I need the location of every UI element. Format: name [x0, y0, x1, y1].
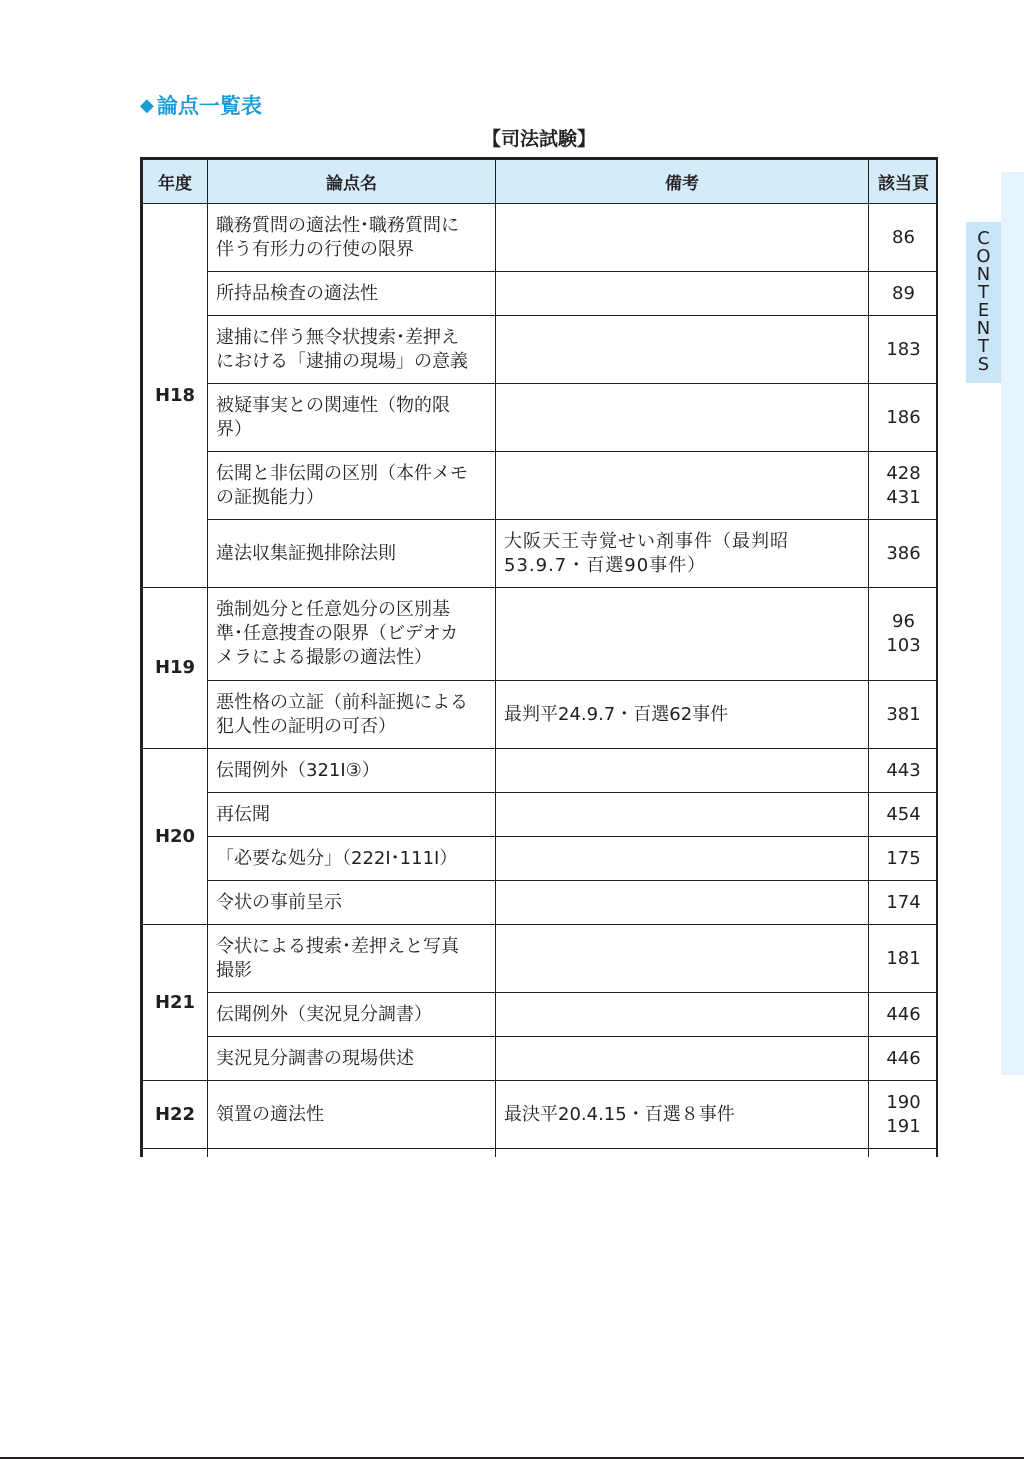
note-cell — [496, 881, 869, 925]
page-number-line: 446 — [886, 1003, 921, 1025]
side-tab-letter: T — [978, 336, 989, 357]
topic-line: 「必要な処分」（222Ⅰ･111Ⅰ） — [216, 847, 458, 869]
page-number-line: 103 — [886, 635, 921, 656]
page-cell — [869, 1081, 939, 1149]
note-line: 53.9.7・百選90事件） — [504, 554, 707, 576]
note-cell — [496, 793, 869, 837]
topic-line: 令状の事前呈示 — [216, 891, 342, 913]
topic-line: 令状による捜索･差押えと写真 — [216, 935, 459, 957]
topic-line: 伝聞と非伝聞の区別（本件メモ — [216, 462, 468, 484]
header-page: 該当頁 — [869, 160, 939, 204]
page-cell — [869, 204, 939, 272]
page-cell — [869, 272, 939, 316]
note-cell — [496, 993, 869, 1037]
table-row — [143, 204, 939, 272]
page-number-line: 381 — [886, 703, 921, 725]
topic-line: 伴う有形力の行使の限界 — [216, 238, 414, 260]
topic-cell — [208, 204, 496, 272]
topic-cell — [208, 925, 496, 993]
note-line: 最判平24.9.7・百選62事件 — [504, 703, 729, 725]
page-number-line: 454 — [886, 803, 921, 825]
page-number-line: 431 — [886, 486, 921, 508]
topic-cell — [208, 384, 496, 452]
table-row — [143, 793, 939, 837]
topic-cell — [208, 837, 496, 881]
page-number-line: 86 — [892, 226, 915, 248]
topic-line: 所持品検査の適法性 — [216, 282, 378, 304]
table-row — [143, 452, 939, 520]
note-cell — [496, 588, 869, 681]
page-number-line: 428 — [886, 462, 921, 484]
header-note: 備考 — [496, 160, 869, 204]
note-cell — [496, 1081, 869, 1149]
topic-line: 実況見分調書の現場供述 — [216, 1047, 414, 1069]
topic-cell — [208, 588, 496, 681]
year-cell: H18 — [143, 204, 208, 588]
side-tab-letter: O — [976, 246, 991, 267]
note-cell — [496, 204, 869, 272]
contents-side-tab-label — [966, 230, 1001, 374]
topic-cell — [208, 272, 496, 316]
topic-line: 再伝聞 — [216, 803, 270, 825]
topic-cell — [208, 993, 496, 1037]
topic-line: 悪性格の立証（前科証拠による — [216, 691, 468, 713]
empty-cell — [869, 1149, 939, 1158]
page-cell — [869, 452, 939, 520]
topic-line: 違法収集証拠排除法則 — [216, 542, 396, 564]
note-line: 大阪天王寺覚せい剤事件（最判昭 — [504, 530, 789, 552]
topic-cell — [208, 1037, 496, 1081]
side-tab-letter: C — [977, 228, 990, 249]
page-cell — [869, 520, 939, 588]
page-cell — [869, 1037, 939, 1081]
topic-line: の証拠能力） — [216, 486, 324, 508]
year-cell: H19 — [143, 588, 208, 749]
side-tab-letter: T — [978, 282, 989, 303]
topic-cell — [208, 520, 496, 588]
note-cell — [496, 681, 869, 749]
topic-line: における「逮捕の現場」の意義 — [216, 350, 468, 372]
table-row — [143, 272, 939, 316]
page-number-line: 386 — [886, 542, 921, 564]
section-title — [140, 90, 262, 120]
table-row-continued — [143, 1149, 939, 1158]
page-cell — [869, 793, 939, 837]
side-tab-letter: N — [976, 318, 991, 339]
topic-line: 伝聞例外（実況見分調書） — [216, 1003, 432, 1025]
side-index-strip — [1001, 172, 1024, 1075]
side-tab-letter: N — [976, 264, 991, 285]
table-row — [143, 925, 939, 993]
table-row — [143, 520, 939, 588]
page-cell — [869, 316, 939, 384]
note-cell — [496, 749, 869, 793]
table-row — [143, 588, 939, 681]
topic-line: 職務質問の適法性･職務質問に — [216, 214, 459, 236]
page-number-line: 89 — [892, 282, 915, 304]
note-cell — [496, 272, 869, 316]
page-cell — [869, 749, 939, 793]
page-cell — [869, 993, 939, 1037]
note-cell — [496, 1037, 869, 1081]
year-cell: H20 — [143, 749, 208, 925]
page-cell — [869, 384, 939, 452]
page-number-line: 96 — [892, 611, 915, 632]
page-cell — [869, 925, 939, 993]
topic-cell — [208, 793, 496, 837]
header-topic: 論点名 — [208, 160, 496, 204]
topic-line: 被疑事実との関連性（物的限 — [216, 394, 450, 416]
page-number-line: 181 — [886, 947, 921, 969]
year-cell: H21 — [143, 925, 208, 1081]
table-row — [143, 881, 939, 925]
topic-line: メラによる撮影の適法性） — [216, 647, 432, 668]
note-cell — [496, 316, 869, 384]
topic-line: 界） — [216, 418, 252, 440]
contents-side-tab[interactable] — [966, 222, 1001, 383]
section-title-text: 論点一覧表 — [156, 94, 262, 118]
page-cell — [869, 681, 939, 749]
note-cell — [496, 452, 869, 520]
issue-table — [142, 159, 938, 1157]
empty-cell — [496, 1149, 869, 1158]
topic-cell — [208, 316, 496, 384]
note-cell — [496, 925, 869, 993]
page-number-line: 175 — [886, 847, 921, 869]
page-number-line: 190 — [886, 1091, 921, 1113]
topic-cell — [208, 749, 496, 793]
note-line: 最決平20.4.15・百選８事件 — [504, 1103, 735, 1125]
table-title: 【司法試験】 — [481, 128, 596, 150]
topic-line: 強制処分と任意処分の区別基 — [216, 599, 450, 620]
year-cell: H22 — [143, 1081, 208, 1149]
side-tab-letter: S — [977, 354, 990, 375]
side-tab-letter: E — [977, 300, 990, 321]
table-header-row — [143, 160, 939, 204]
topic-line: 撮影 — [216, 959, 252, 981]
diamond-bullet-icon: ◆ — [140, 94, 154, 116]
topic-line: 領置の適法性 — [216, 1103, 324, 1125]
topic-cell — [208, 681, 496, 749]
table-row — [143, 1081, 939, 1149]
topic-line: 準･任意捜査の限界（ビデオカ — [216, 623, 459, 644]
table-row — [143, 837, 939, 881]
topic-line: 犯人性の証明の可否） — [216, 715, 396, 737]
topic-cell — [208, 881, 496, 925]
topic-line: 伝聞例外（321Ⅰ③） — [216, 759, 380, 781]
note-cell — [496, 384, 869, 452]
page-number-line: 443 — [886, 759, 921, 781]
page-number-line: 191 — [886, 1115, 921, 1137]
table-body — [143, 204, 939, 1158]
table-row — [143, 749, 939, 793]
topic-line: 逮捕に伴う無令状捜索･差押え — [216, 326, 459, 348]
page-number-line: 183 — [886, 338, 921, 360]
note-cell — [496, 837, 869, 881]
page-cell — [869, 881, 939, 925]
empty-cell — [143, 1149, 208, 1158]
page-number-line: 174 — [886, 891, 921, 913]
table-row — [143, 316, 939, 384]
table-row — [143, 384, 939, 452]
topic-cell — [208, 452, 496, 520]
page-number-line: 186 — [886, 406, 921, 428]
empty-cell — [208, 1149, 496, 1158]
page-number-line: 446 — [886, 1047, 921, 1069]
note-cell — [496, 520, 869, 588]
page-cell — [869, 837, 939, 881]
table-row — [143, 993, 939, 1037]
header-year: 年度 — [143, 160, 208, 204]
table-row — [143, 681, 939, 749]
issue-table-container — [140, 157, 938, 1157]
table-row — [143, 1037, 939, 1081]
page-cell — [869, 588, 939, 681]
topic-cell — [208, 1081, 496, 1149]
